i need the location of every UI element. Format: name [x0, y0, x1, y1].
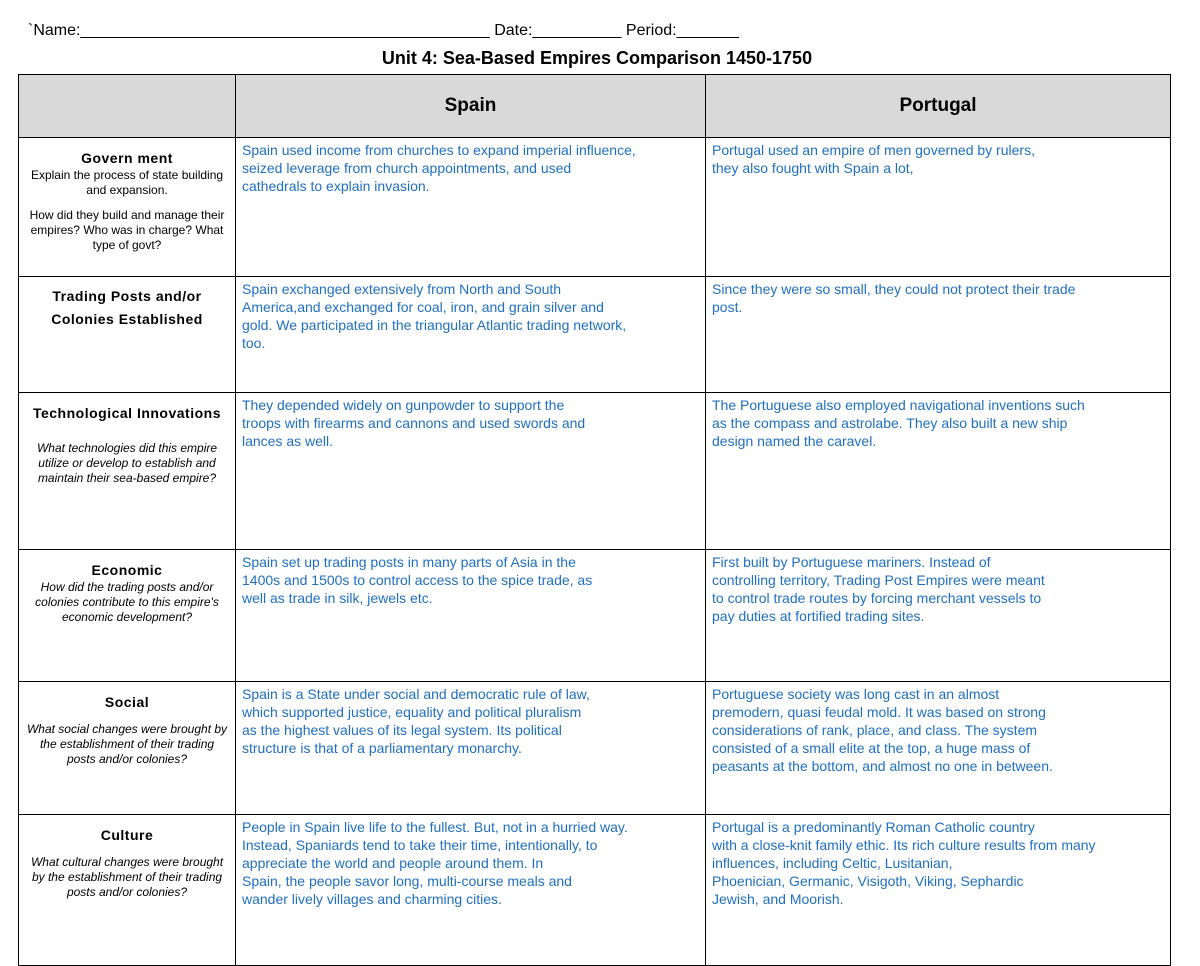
category-description: Explain the process of state building and expansion.: [30, 168, 224, 197]
category-question: What cultural changes were brought by the establishment of their trading posts and/or colonies?: [30, 855, 224, 899]
table-row-technological: [19, 393, 1171, 550]
category-title: Technological Innovations: [32, 405, 222, 421]
spain-culture-answer[interactable]: People in Spain live life to the fullest. But, not in a hurried way. Instead, Spaniards tend to take their time, intentionally, to appreciate the world and people around them. In Spain, the people savor long, multi-course meals and wander lively villages and charming cities.: [236, 815, 706, 966]
category-question: What social changes were brought by the establishment of their trading posts and/or colonies?: [26, 722, 228, 766]
row-label-economic: [19, 550, 236, 682]
portugal-technological-answer[interactable]: The Portuguese also employed navigational inventions such as the compass and astrolabe. They also built a new ship design named the caravel.: [706, 393, 1171, 550]
table-row-economic: [19, 550, 1171, 682]
spain-column-header: Spain: [236, 75, 706, 138]
table-row-social: [19, 682, 1171, 815]
category-question: What technologies did this empire utilize or develop to establish and maintain their sea-based empire?: [36, 441, 218, 485]
category-title: Trading Posts and/or Colonies Established: [51, 288, 203, 327]
portugal-government-answer[interactable]: Portugal used an empire of men governed by rulers, they also fought with Spain a lot,: [706, 138, 1171, 277]
spain-trading-posts-answer[interactable]: Spain exchanged extensively from North and South America,and exchanged for coal, iron, and grain silver and gold. We participated in the triangular Atlantic trading network, too.: [236, 277, 706, 393]
spain-government-answer[interactable]: Spain used income from churches to expand imperial influence, seized leverage from church appointments, and used cathedrals to explain invasion.: [236, 138, 706, 277]
portugal-column-header: Portugal: [706, 75, 1171, 138]
row-label-trading-posts: [19, 277, 236, 393]
name-date-period-line: `Name:______________________________________________ Date:__________ Period:_______: [28, 22, 739, 39]
table-row-government: [19, 138, 1171, 277]
portugal-social-answer[interactable]: Portuguese society was long cast in an almost premodern, quasi feudal mold. It was based on strong considerations of rank, place, and class. The system consisted of a small elite at the top, a huge mass of peasants at the bottom, and almost no one in between.: [706, 682, 1171, 815]
category-question: How did the trading posts and/or colonies contribute to this empire's economic development?: [35, 580, 219, 624]
row-label-social: [19, 682, 236, 815]
spain-social-answer[interactable]: Spain is a State under social and democratic rule of law, which supported justice, equality and political pluralism as the highest values of its legal system. Its political structure is that of a parliamentary monarchy.: [236, 682, 706, 815]
category-title: Culture: [100, 827, 154, 843]
page-title: Unit 4: Sea-Based Empires Comparison 1450-1750: [381, 48, 813, 68]
category-title: Social: [104, 694, 150, 710]
category-question: How did they build and manage their empires? Who was in charge? What type of govt?: [29, 208, 225, 252]
spain-technological-answer[interactable]: They depended widely on gunpowder to support the troops with firearms and cannons and used swords and lances as well.: [236, 393, 706, 550]
table-row-trading-posts: [19, 277, 1171, 393]
portugal-culture-answer[interactable]: Portugal is a predominantly Roman Catholic country with a close-knit family ethic. Its rich culture results from many influences, including Celtic, Lusitanian, Phoenician, Germanic, Visigoth, Viking, Sephardic Jewish, and Moorish.: [706, 815, 1171, 966]
category-title: Govern ment: [81, 150, 173, 166]
row-label-government: [19, 138, 236, 277]
row-label-technological: [19, 393, 236, 550]
row-label-culture: [19, 815, 236, 966]
header-row: [19, 75, 1171, 138]
table-row-culture: [19, 815, 1171, 966]
portugal-economic-answer[interactable]: First built by Portuguese mariners. Instead of controlling territory, Trading Post Empires were meant to control trade routes by forcing merchant vessels to pay duties at fortified trading sites.: [706, 550, 1171, 682]
portugal-trading-posts-answer[interactable]: Since they were so small, they could not protect their trade post.: [706, 277, 1171, 393]
spain-economic-answer[interactable]: Spain set up trading posts in many parts of Asia in the 1400s and 1500s to control access to the spice trade, as well as trade in silk, jewels etc.: [236, 550, 706, 682]
corner-header-cell: [19, 75, 236, 138]
category-title: Economic: [91, 562, 163, 578]
comparison-table: [18, 74, 1171, 966]
